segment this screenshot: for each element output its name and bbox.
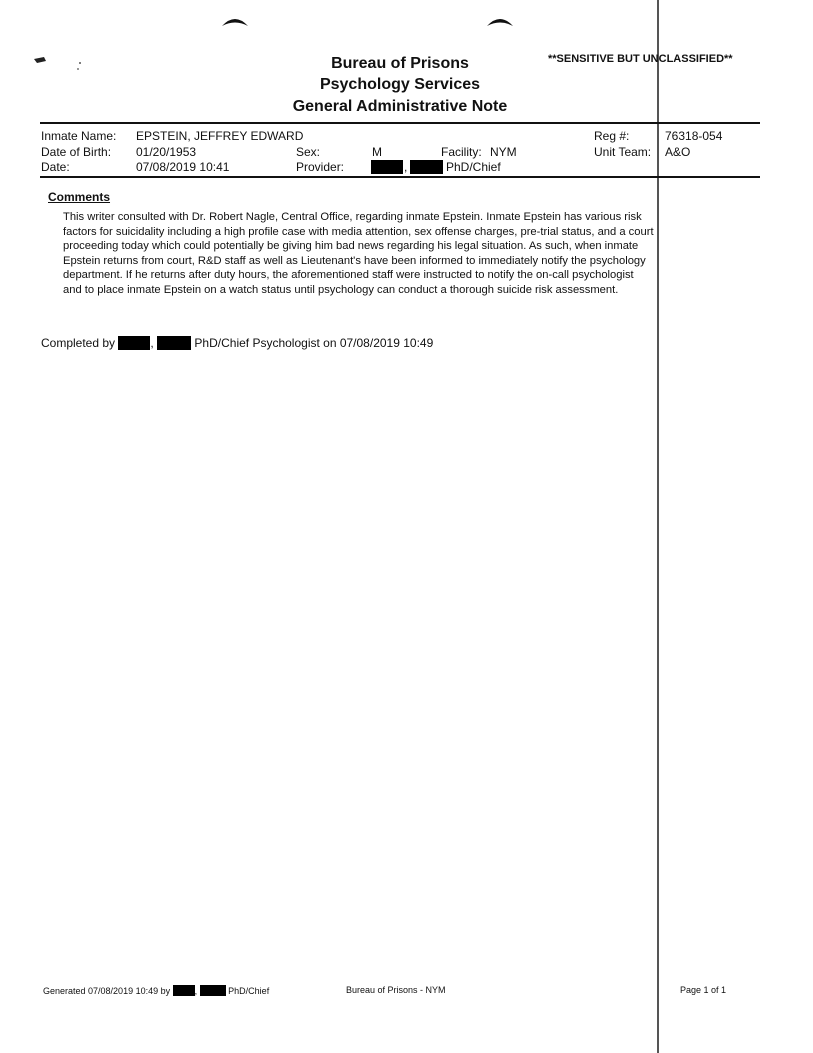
completed-redaction-2	[157, 336, 191, 350]
sex-value: M	[372, 145, 382, 159]
provider-redaction-1	[371, 160, 403, 174]
inmate-name-label: Inmate Name:	[41, 129, 117, 143]
sensitivity-label: **SENSITIVE BUT UNCLASSIFIED**	[548, 53, 733, 65]
comment-line: department. If he returns after duty hours, the aforementioned staff were instructed to notify the on-call psychologist	[63, 269, 634, 281]
footer-generated-prefix: Generated 07/08/2019 10:49 by	[43, 986, 171, 996]
footer-redaction-1	[173, 985, 195, 996]
completed-redaction-1	[118, 336, 150, 350]
provider-separator: ,	[404, 160, 408, 174]
bureau-title: Bureau of Prisons	[331, 55, 469, 72]
comment-line: proceeding today which could potentially be giving him bad news regarding his legal situation. As such, when inmate	[63, 240, 639, 252]
dob-value: 01/20/1953	[136, 145, 197, 159]
scan-mark-right	[485, 14, 515, 28]
comment-line: and to place inmate Epstein on a watch status until psychology can conduct a thorough suicide risk assessment.	[63, 283, 619, 296]
comment-line: This writer consulted with Dr. Robert Nagle, Central Office, regarding inmate Epstein. Inmate Epstein has various risk	[63, 211, 642, 223]
reg-value: 76318-054	[665, 129, 723, 143]
dob-label: Date of Birth:	[41, 145, 112, 159]
scan-mark-left	[220, 14, 250, 28]
provider-title: PhD/Chief	[446, 160, 501, 174]
completed-prefix: Completed by	[41, 336, 116, 350]
comments-body	[63, 210, 743, 297]
footer-generated-title: PhD/Chief	[228, 986, 270, 996]
provider-redaction-2	[410, 160, 443, 174]
completed-separator: ,	[150, 336, 154, 350]
scan-speck-left	[32, 55, 92, 77]
footer-separator: ,	[194, 986, 198, 996]
comment-line: Epstein returns from court, R&D staff as well as Lieutenant's have been informed to immediately notify the psychology	[63, 254, 646, 267]
psychology-services-title: Psychology Services	[319, 76, 481, 93]
comments-heading: Comments	[48, 190, 111, 204]
unit-team-label: Unit Team:	[594, 145, 652, 159]
date-label: Date:	[41, 160, 70, 174]
unit-team-value: A&O	[665, 145, 691, 159]
footer-generated	[43, 985, 269, 996]
provider-label: Provider:	[296, 160, 345, 174]
facility-label: Facility:	[441, 145, 482, 159]
date-value: 07/08/2019 10:41	[136, 160, 230, 174]
header-top-rule	[40, 122, 760, 124]
reg-label: Reg #:	[594, 129, 630, 143]
footer-facility: Bureau of Prisons - NYM	[346, 985, 446, 995]
comment-line: factors for suicidality including a high profile case with media attention, sex offense charges, pre-trial status, and a court	[63, 225, 654, 238]
completed-by-line	[41, 336, 433, 350]
inmate-name-value: EPSTEIN, JEFFREY EDWARD	[136, 129, 304, 143]
footer-page-number: Page 1 of 1	[680, 985, 727, 995]
footer-redaction-2	[200, 985, 226, 996]
completed-suffix: PhD/Chief Psychologist on 07/08/2019 10:49	[194, 336, 434, 350]
header-bottom-rule	[40, 176, 760, 178]
sex-label: Sex:	[296, 145, 321, 159]
note-type-title: General Administrative Note	[292, 98, 508, 115]
scan-vertical-line	[657, 0, 659, 1053]
facility-value: NYM	[490, 145, 517, 159]
